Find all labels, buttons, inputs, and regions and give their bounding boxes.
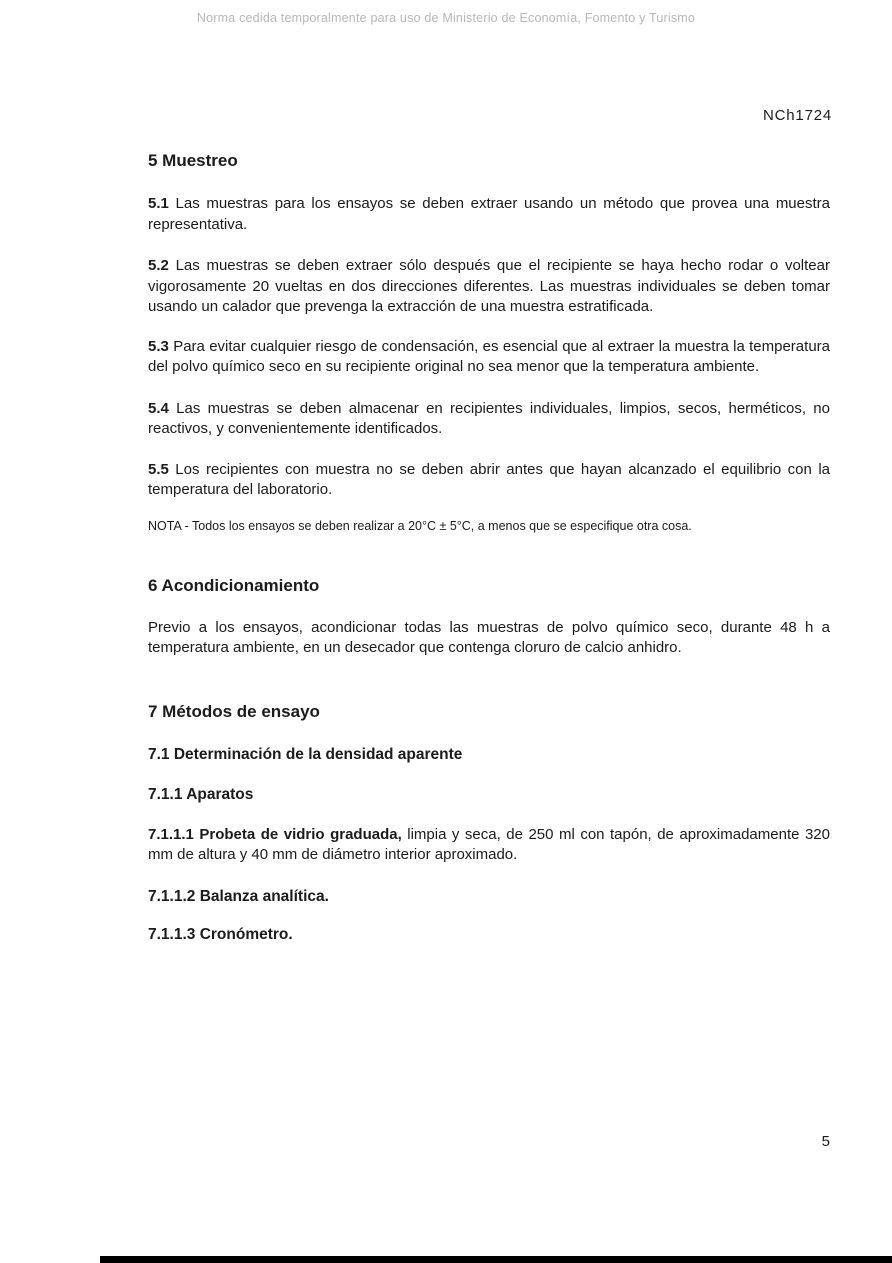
paragraph-5-2 [148,256,830,318]
clause-text-7-1-1-1: limpia y seca, de 250 ml con tapón, de aproximadamente 320 mm de altura y 40 mm de diámetro interior aproximado. [148,825,830,863]
section-7-heading: 7 Métodos de ensayo [148,701,320,721]
clause-number-5-5: 5.5 [148,460,169,478]
section-7-1-1-heading: 7.1.1 Aparatos [148,785,254,803]
doc-code: NCh1724 [763,107,832,124]
clause-number-5-4: 5.4 [148,399,169,417]
clause-number-5-3: 5.3 [148,337,169,355]
clause-text-5-4: Las muestras se deben almacenar en recipientes individuales, limpios, secos, herméticos, no reactivos, y convenientemente identificados. [148,399,830,437]
document-content [148,151,830,946]
section-6-heading: 6 Acondicionamiento [148,575,320,595]
clause-text-5-5: Los recipientes con muestra no se deben abrir antes que hayan alcanzado el equilibrio con la temperatura del laboratorio. [148,460,830,498]
clause-text-5-3: Para evitar cualquier riesgo de condensación, es esencial que al extraer la muestra la temperatura del polvo químico seco en su recipiente original no sea menor que la temperatura ambiente. [148,337,830,375]
section-5-heading: 5 Muestreo [148,151,238,170]
clause-number-5-1: 5.1 [148,195,169,212]
watermark-text: Norma cedida temporalmente para uso de Ministerio de Economía, Fomento y Turismo [196,11,696,25]
scan-edge-bar [100,1256,892,1263]
paragraph-6: Previo a los ensayos, acondicionar todas las muestras de polvo químico seco, durante 48 h a temperatura ambiente, en un desecador que contenga cloruro de calcio anhidro. [148,618,830,656]
paragraph-5-3 [148,337,830,378]
paragraph-5-5 [148,460,830,501]
nota-text: NOTA - Todos los ensayos se deben realizar a 20°C ± 5°C, a menos que se especifique otra cosa. [148,518,692,533]
clause-text-5-2: Las muestras se deben extraer sólo después que el recipiente se haya hecho rodar o voltear vigorosamente 20 vueltas en dos direcciones diferentes. Las muestras individuales se deben tomar usando un calador que prevenga la extracción de una muestra estratificada. [148,257,830,315]
clause-lead-7-1-1-1: 7.1.1.1 Probeta de vidrio graduada, [148,825,402,843]
paragraph-7-1-1-1 [148,825,830,866]
paragraph-5-4 [148,399,830,440]
clause-text-5-1: Las muestras para los ensayos se deben extraer usando un método que provea una muestra representativa. [148,195,830,233]
clause-number-5-2: 5.2 [148,257,169,274]
paragraph-7-1-1-3: 7.1.1.3 Cronómetro. [148,926,293,943]
section-7-1-heading: 7.1 Determinación de la densidad aparente [148,745,463,763]
paragraph-5-1 [148,194,830,235]
paragraph-7-1-1-2: 7.1.1.2 Balanza analítica. [148,887,329,905]
page-number: 5 [821,1133,830,1150]
